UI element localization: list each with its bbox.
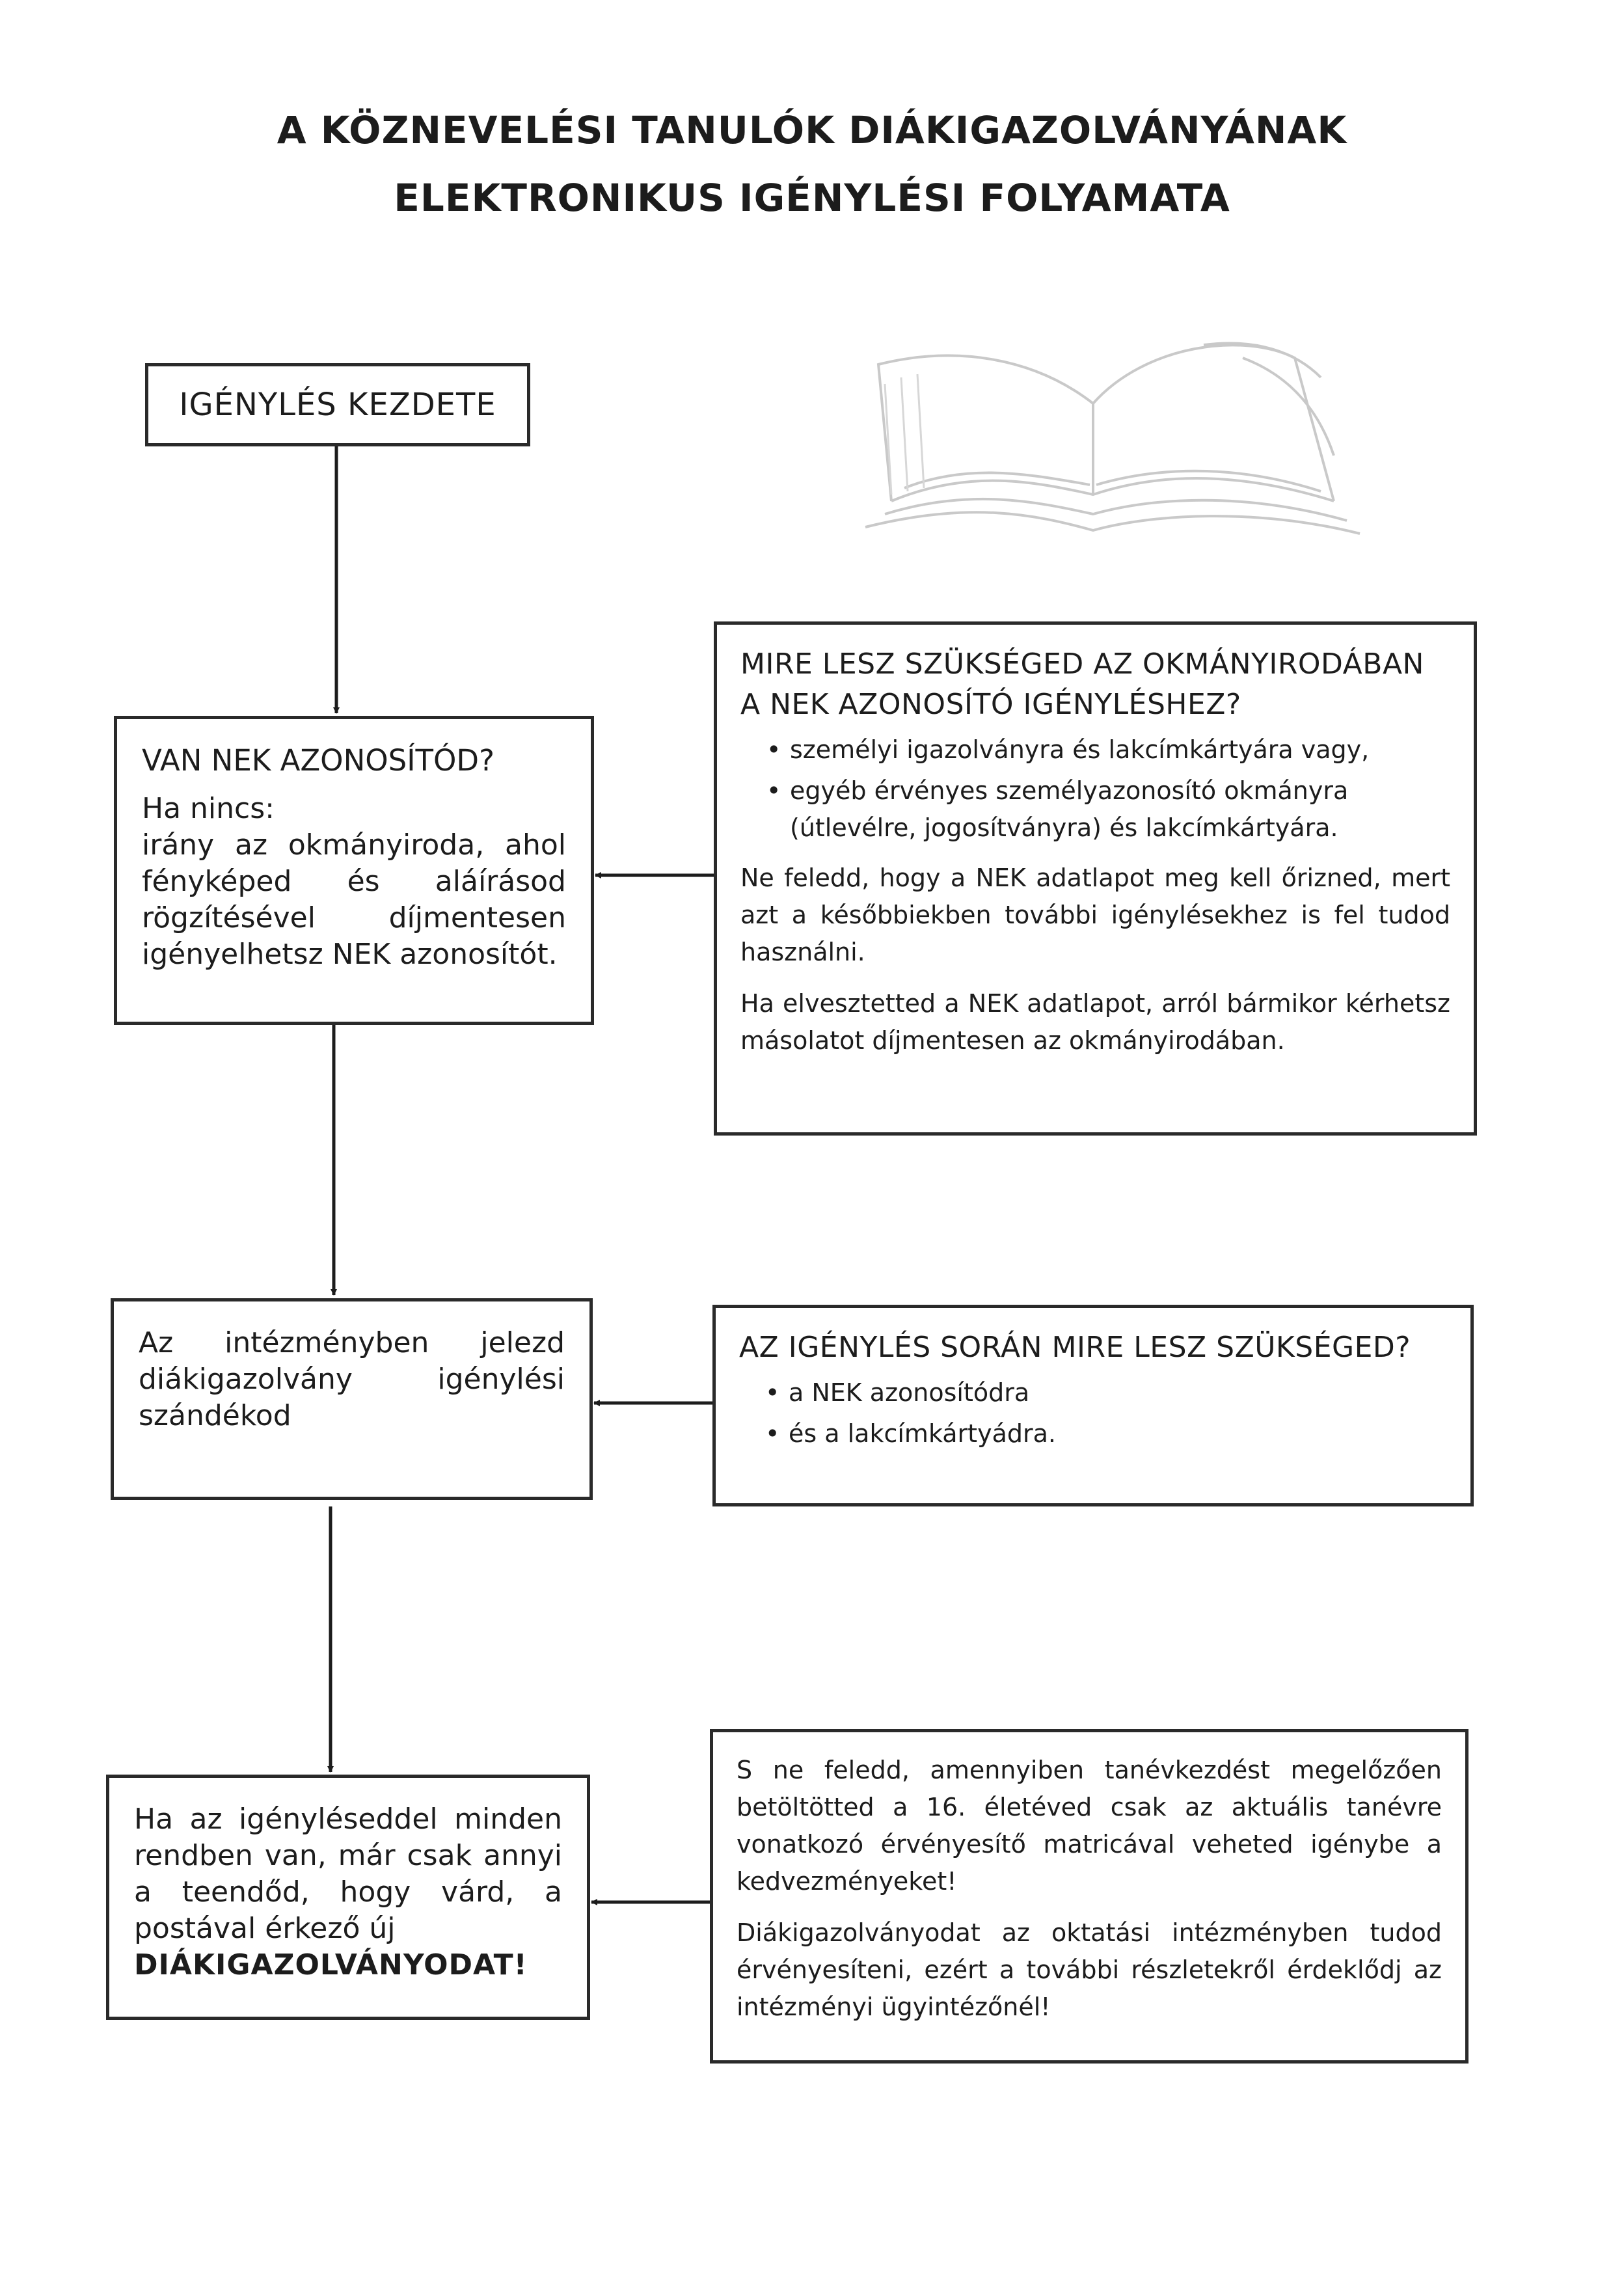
info2-box [712,1305,1474,1506]
title-line-2: ELEKTRONIKUS IGÉNYLÉSI FOLYAMATA [394,176,1230,220]
step2-box [111,1298,593,1500]
info1-para1: Ne feledd, hogy a NEK adatlapot meg kell őrizned, mert azt a későbbiekben további igénylésekhez is fel tudod használni. [740,864,1450,966]
step1-heading: VAN NEK AZONOSÍTÓD? [142,743,494,778]
bullet-icon: • [765,1419,780,1448]
start-box [145,363,530,446]
step1-line1: Ha nincs: [142,792,275,825]
title-line-1: A KÖZNEVELÉSI TANULÓK DIÁKIGAZOLVÁNYÁNAK [277,108,1347,152]
info1-heading: MIRE LESZ SZÜKSÉGED AZ OKMÁNYIRODÁBAN A NEK AZONOSÍTÓ IGÉNYLÉSHEZ? [740,647,1424,721]
bullet-icon: • [765,1378,780,1407]
step3-emphasis: DIÁKIGAZOLVÁNYODAT! [134,1948,528,1982]
step2-body: Az intézményben jelezd diákigazolvány igénylési szándékod [139,1326,565,1432]
info1-box [714,621,1477,1136]
list-item: • a NEK azonosítódra [739,1374,1447,1411]
list-item: • egyéb érvényes személyazonosító okmányra (útlevélre, jogosítványra) és lakcímkártyára. [740,772,1450,847]
info1-para2: Ha elvesztetted a NEK adatlapot, arról bármikor kérhetsz másolatot díjmentesen az okmányirodában. [740,989,1450,1055]
step3-box [106,1775,590,2020]
step1-body: irány az okmányiroda, ahol fényképed és aláírásod rögzítésével díjmentesen igényelhetsz NEK azonosítót. [142,828,566,971]
start-label: IGÉNYLÉS KEZDETE [179,387,496,423]
info1-bullet-list [740,731,1450,847]
step1-box [114,716,594,1025]
info3-para1: S ne feledd, amennyiben tanévkezdést megelőzően betöltötted a 16. életéved csak az aktuális tanévre vonatkozó érvényesítő matricával veheted igénybe a kedvezményeket! [737,1756,1442,1896]
info3-para2: Diákigazolványodat az oktatási intézményben tudod érvényesíteni, ezért a további részletekről érdeklődj az intézményi ügyintézőnél! [737,1918,1442,2021]
step3-body: Ha az igényléseddel minden rendben van, már csak annyi a teendőd, hogy várd, a postával érkező új [134,1803,562,1945]
bullet-icon: • [766,735,781,764]
info2-bullet-list [739,1374,1447,1452]
list-item: • és a lakcímkártyádra. [739,1415,1447,1452]
info2-heading: AZ IGÉNYLÉS SORÁN MIRE LESZ SZÜKSÉGED? [739,1331,1411,1364]
bullet-icon: • [766,776,781,805]
list-item: • személyi igazolványra és lakcímkártyára vagy, [740,731,1450,769]
info3-box [710,1729,1468,2064]
